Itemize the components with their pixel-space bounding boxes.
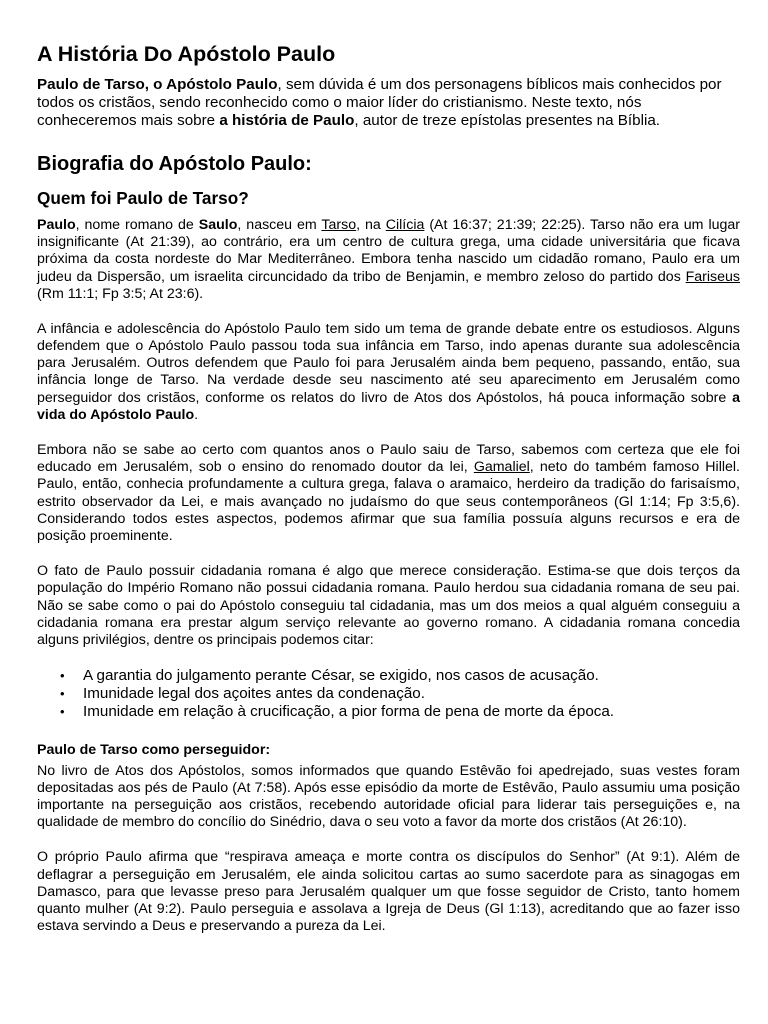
bold-life-of-paul: a vida do Apóstolo Paulo — [37, 389, 740, 424]
link-fariseus[interactable]: Fariseus — [685, 268, 740, 285]
bullet-icon: • — [60, 685, 65, 701]
paragraph-persecution: O próprio Paulo afirma que “respirava ameaça e morte contra os discípulos do Senhor” (At 9:1). Além de deflagrar a perseguição em Jerusalém, ele ainda solicitou cartas ao sumo sacerdote para as sinagogas em Damasco, para que levasse preso para Jerusalém qualquer um que fosse seguidor de Cristo, tanto homem quanto mulher (At 9:2). Paulo perseguia e assolava a Igreja de Deus (Gl 1:13), acreditando que ao fazer isso estava servindo a Deus e preservando a pureza da Lei. — [37, 849, 740, 935]
intro-text-1: , sem dúvida é um dos personagens bíblicos mais conhecidos por todos os cristãos, sendo reconhecido como o maior líder do cristianismo. Neste texto, nós conheceremos mais sobre — [37, 76, 722, 130]
text-segment: , nasceu em — [237, 216, 322, 233]
paragraph-childhood — [37, 321, 740, 425]
bold-saulo: Saulo — [198, 216, 238, 233]
bullet-icon: • — [60, 703, 65, 719]
list-item-text: Imunidade legal dos açoites antes da condenação. — [83, 684, 425, 702]
text-segment: (At 16:37; 21:39; 22:25). Tarso não era um lugar insignificante (At 21:39), ao contrário, era um centro de cultura grega, uma cidade universitária que ficava próxima da costa nordeste do Mar Mediterrâneo. Embora tenha nascido um cidadão romano, Paulo era um judeu da Dispersão, um israelita circuncidado da tribo de Benjamin, e membro zeloso do partido dos — [37, 216, 740, 285]
section-heading-who-was-paul: Quem foi Paulo de Tarso? — [37, 187, 249, 208]
list-item — [60, 667, 740, 685]
intro-bold-name: Paulo de Tarso, o Apóstolo Paulo — [37, 76, 278, 93]
text-segment: A infância e adolescência do Apóstolo Paulo tem sido um tema de grande debate entre os estudiosos. Alguns defendem que o Apóstolo Paulo passou toda sua infância em Tarso, indo apenas durante sua adolescência para Jerusalém. Outros defendem que Paulo foi para Jerusalém ainda bem pequeno, passando, então, sua infância longe de Tarso. Na verdade desde seu nascimento até seu aparecimento em Jerusalém como perseguidor dos cristãos, conforme os relatos do livro de Atos dos Apóstolos, há pouca informação sobre — [37, 320, 740, 406]
bold-paulo: Paulo — [37, 216, 76, 233]
text-segment: , nome romano de — [75, 216, 199, 233]
text-segment: , na — [356, 216, 386, 233]
paragraph-stephen: No livro de Atos dos Apóstolos, somos informados que quando Estêvão foi apedrejado, suas vestes foram depositadas aos pés de Paulo (At 7:58). Após esse episódio da morte de Estêvão, Paulo assumiu uma posição importante na perseguição aos cristãos, recebendo autoridade oficial para liderar tais perseguições e, na qualidade de membro do concílio do Sinédrio, dava o seu voto a favor da morte dos cristãos (At 26:10). — [37, 762, 740, 831]
section-heading-persecutor: Paulo de Tarso como perseguidor: — [37, 741, 271, 758]
list-item — [60, 702, 740, 721]
privileges-list — [37, 667, 740, 720]
link-cilicia[interactable]: Cilícia — [385, 216, 425, 233]
intro-text-2: , autor de treze epístolas presentes na Bíblia. — [354, 112, 661, 130]
link-tarso[interactable]: Tarso — [321, 216, 357, 233]
intro-bold-history: a história de Paulo — [219, 112, 355, 130]
document-page — [37, 40, 740, 953]
page-title: A História Do Apóstolo Paulo — [37, 42, 336, 66]
text-segment: Embora não se sabe ao certo com quantos anos o Paulo saiu de Tarso, sabemos com certeza que ele foi educado em Jerusalém, sob o ensino do renomado doutor da lei, — [37, 441, 740, 476]
text-segment: (Rm 11:1; Fp 3:5; At 23:6). — [37, 285, 204, 302]
list-item-text: A garantia do julgamento perante César, se exigido, nos casos de acusação. — [83, 667, 599, 685]
paragraph-citizenship: O fato de Paulo possuir cidadania romana é algo que merece consideração. Estima-se que dois terços da população do Império Romano não possui cidadania romana. Paulo herdou sua cidadania romana de seu pai. Não se sabe como o pai do Apóstolo conseguiu tal cidadania, mas um dos meios a qual alguém conseguiu a cidadania romana era prestar algum serviço relevante ao governo romano. A cidadania romana concedia alguns privilégios, dentre os principais podemos citar: — [37, 563, 740, 649]
paragraph-education — [37, 442, 740, 546]
paragraph-birth — [37, 217, 740, 303]
list-item — [60, 684, 740, 703]
text-segment: , neto do também famoso Hillel. Paulo, então, conhecia profundamente a cultura grega, falava o aramaico, herdeiro da tradição do farisaísmo, estrito observador da Lei, e mais avançado no judaísmo do que seus contemporâneos (Gl 1:14; Fp 3:5,6). Considerando todos estes aspectos, podemos afirmar que sua família possuía alguns recursos e era de posição proeminente. — [37, 459, 740, 545]
text-segment: . — [194, 407, 199, 424]
list-item-text: Imunidade em relação à crucificação, a pior forma de pena de morte da época. — [83, 702, 615, 720]
bullet-icon: • — [60, 668, 65, 684]
link-gamaliel[interactable]: Gamaliel — [473, 459, 530, 476]
intro-paragraph — [37, 76, 740, 131]
biography-heading: Biografia do Apóstolo Paulo: — [37, 152, 312, 175]
